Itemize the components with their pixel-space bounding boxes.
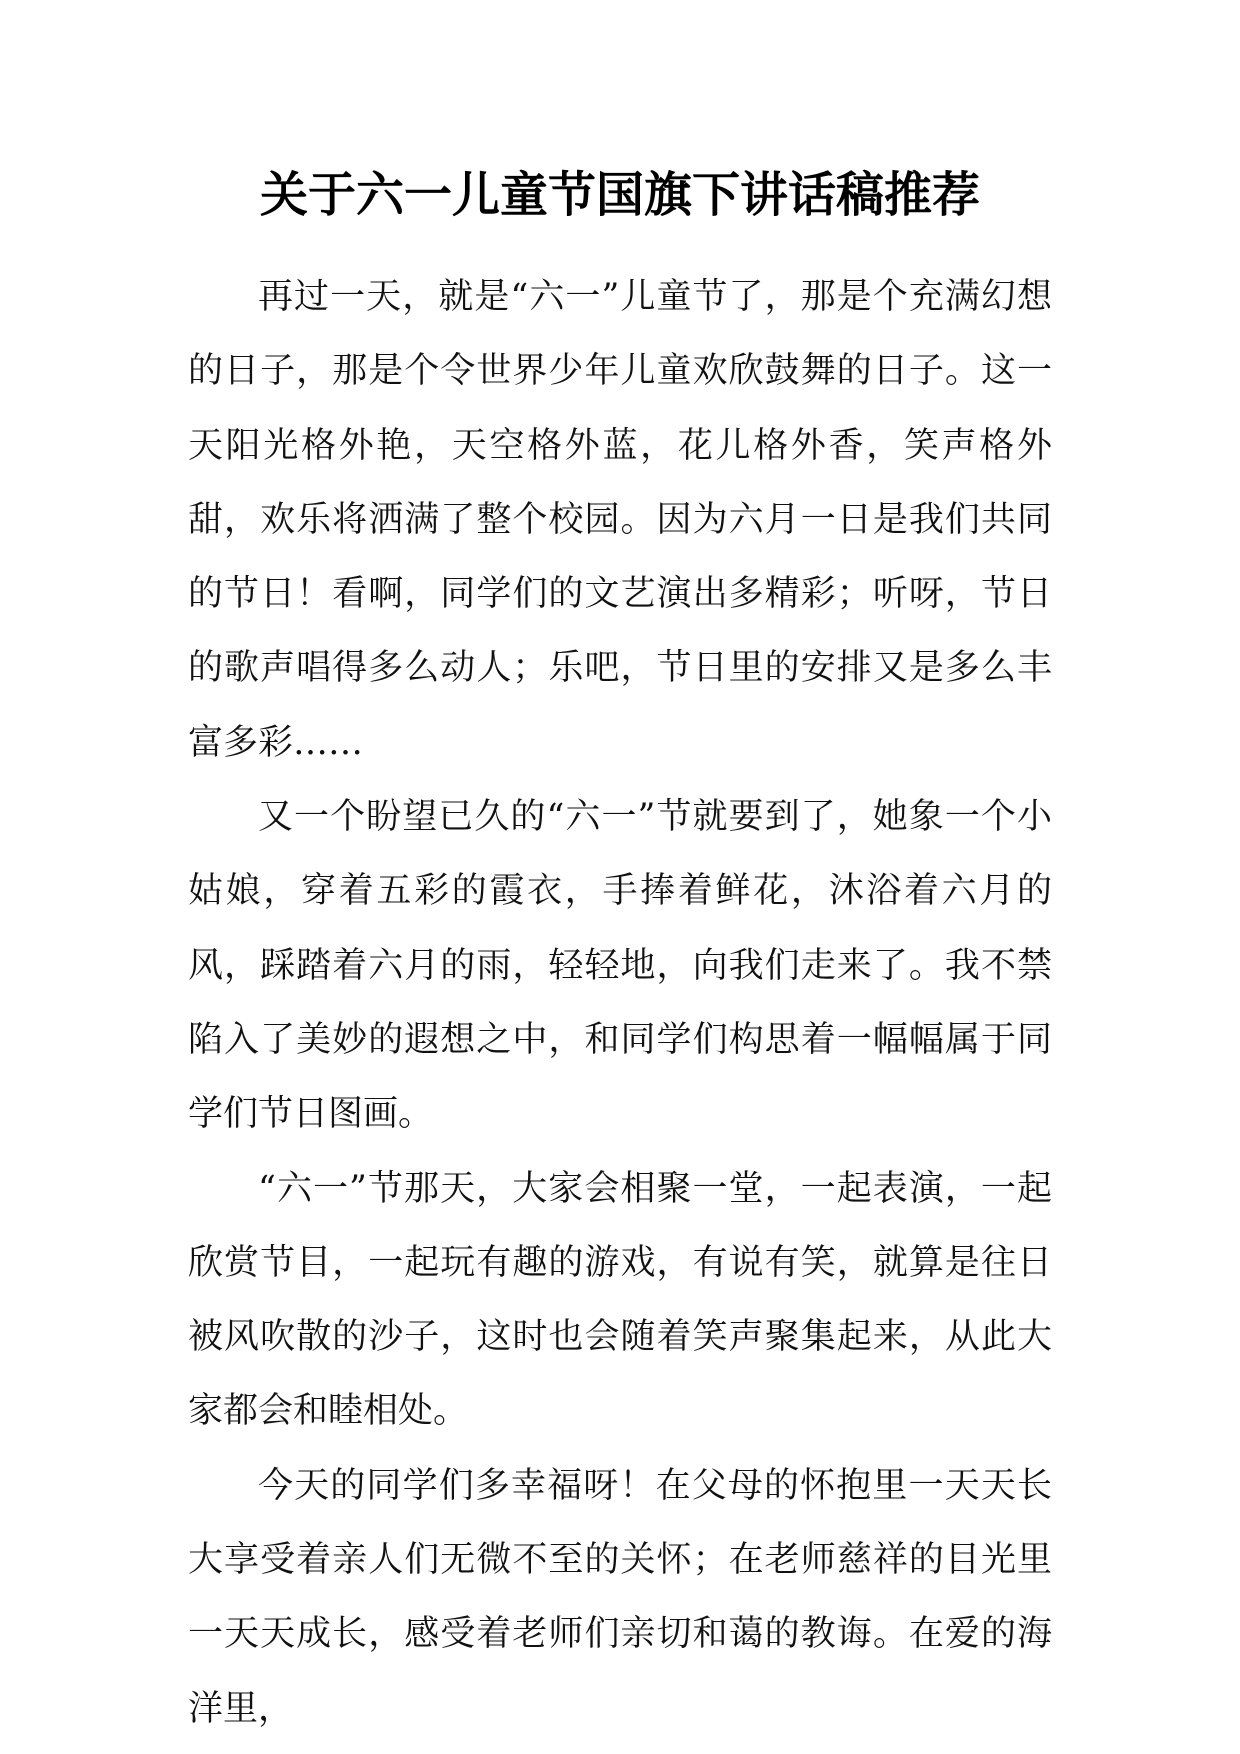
document-title: 关于六一儿童节国旗下讲话稿推荐	[259, 167, 980, 223]
paragraph-3: “六一”节那天，大家会相聚一堂，一起表演，一起欣赏节目，一起玩有趣的游戏，有说有笑，就算是往日被风吹散的沙子，这时也会随着笑声聚集起来，从此大家都会和睦相处。	[188, 1168, 1052, 1432]
paragraph-4: 今天的同学们多幸福呀！在父母的怀抱里一天天长大享受着亲人们无微不至的关怀；在老师慈祥的目光里一天天成长，感受着老师们亲切和蔼的教诲。在爱的海洋里，	[188, 1465, 1052, 1729]
paragraph-1: 再过一天，就是“六一”儿童节了，那是个充满幻想的日子，那是个令世界少年儿童欢欣鼓舞的日子。这一天阳光格外艳，天空格外蓝，花儿格外香，笑声格外甜，欢乐将洒满了整个校园。因为六月一日是我们共同的节日！看啊，同学们的文艺演出多精彩；听呀，节日的歌声唱得多么动人；乐吧，节日里的安排又是多么丰富多彩……	[188, 277, 1052, 763]
paragraph-2: 又一个盼望已久的“六一”节就要到了，她象一个小姑娘，穿着五彩的霞衣，手捧着鲜花，沐浴着六月的风，踩踏着六月的雨，轻轻地，向我们走来了。我不禁陷入了美妙的遐想之中，和同学们构思着一幅幅属于同学们节日图画。	[188, 797, 1052, 1135]
document-body	[188, 260, 1052, 1746]
